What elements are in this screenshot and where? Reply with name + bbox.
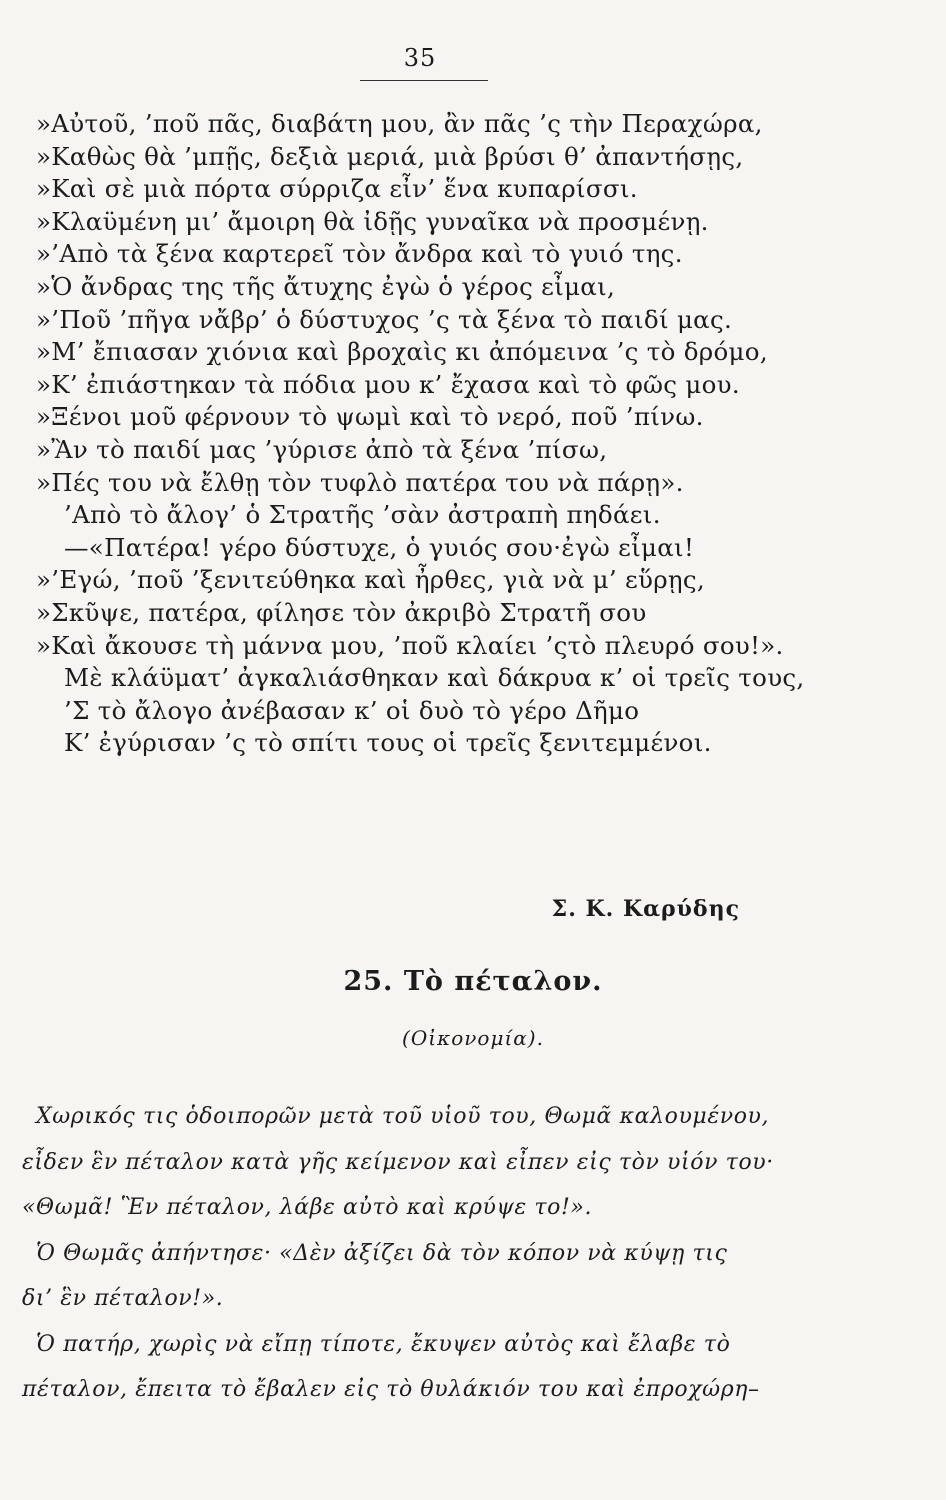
- prose-line: πέταλον, ἔπειτα τὸ ἔβαλεν εἰς τὸ θυλάκιόν του καὶ ἐπροχώρη–: [22, 1377, 760, 1402]
- poem-line: Κ’ ἐγύρισαν ’ς τὸ σπίτι τους οἱ τρεῖς ξενιτεμμένοι.: [64, 728, 712, 758]
- poem-line: ’Σ τὸ ἄλογο ἀνέβασαν κ’ οἱ δυὸ τὸ γέρο Δῆμο: [64, 695, 640, 725]
- poem-line: »Πές του νὰ ἔλθῃ τὸν τυφλὸ πατέρα του νὰ πάρῃ».: [36, 467, 684, 497]
- poem-line: »Σκῦψε, πατέρα, φίλησε τὸν ἀκριβὸ Στρατῆ σου: [36, 597, 647, 627]
- poem-line: »Καθὼς θὰ ’μπῇς, δεξιὰ μεριά, μιὰ βρύσι θ’ ἀπαντήσῃς,: [36, 141, 744, 171]
- poem-line: »’Ποῦ ’πῆγα νἄβρ’ ὁ δύστυχος ’ς τὰ ξένα τὸ παιδί μας.: [36, 304, 733, 334]
- prose-line: Ὁ πατήρ, χωρὶς νὰ εἴπῃ τίποτε, ἔκυψεν αὐτὸς καὶ ἔλαβε τὸ: [36, 1331, 731, 1357]
- poem-line: »’Εγώ, ’ποῦ ’ξενιτεύθηκα καὶ ἦρθες, γιὰ νὰ μ’ εὕρῃς,: [36, 565, 706, 595]
- poem-line: »Ξένοι μοῦ φέρνουν τὸ ψωμὶ καὶ τὸ νερό, ποῦ ’πίνω.: [36, 402, 704, 432]
- poem-line: »Καὶ σὲ μιὰ πόρτα σύρριζα εἶν’ ἕνα κυπαρίσσι.: [36, 174, 638, 204]
- poem-line: »’Απὸ τὰ ξένα καρτερεῖ τὸν ἄνδρα καὶ τὸ γυιό της.: [36, 239, 683, 269]
- poem-line: »Ἂν τὸ παιδί μας ’γύρισε ἀπὸ τὰ ξένα ’πίσω,: [36, 434, 608, 464]
- poem-line: »Ὁ ἄνδρας της τῆς ἄτυχης ἐγὼ ὁ γέρος εἶμαι,: [36, 271, 616, 301]
- section-subtitle: (Οἰκονομία).: [402, 1026, 544, 1050]
- poem-line: ’Απὸ τὸ ἄλογ’ ὁ Στρατῆς ’σὰν ἀστραπὴ πηδάει.: [64, 500, 661, 530]
- poem-text: [36, 108, 816, 760]
- prose-line: Χωρικός τις ὁδοιπορῶν μετὰ τοῦ υἱοῦ του, Θωμᾶ καλουμένου,: [36, 1104, 770, 1129]
- poem-line: —«Πατέρα! γέρο δύστυχε, ὁ γυιός σου·ἐγὼ εἶμαι!: [64, 532, 695, 562]
- prose-text: [22, 1094, 812, 1413]
- page-number: 35: [403, 44, 437, 72]
- poem-line: »Κ’ ἐπιάστηκαν τὰ πόδια μου κ’ ἔχασα καὶ τὸ φῶς μου.: [36, 369, 740, 399]
- poem-line: »Αὐτοῦ, ’ποῦ πᾶς, διαβάτη μου, ἂν πᾶς ’ς τὴν Περαχώρα,: [36, 109, 763, 138]
- poem-line: »Κλαϋμένη μι’ ἄμοιρη θὰ ἰδῇς γυναῖκα νὰ προσμένῃ.: [36, 206, 709, 236]
- header-rule: [360, 80, 488, 81]
- section-title: 25. Τὸ πέταλον.: [343, 966, 603, 997]
- poem-author: Σ. Κ. Καρύδης: [551, 896, 740, 922]
- prose-line: εἶδεν ἓν πέταλον κατὰ γῆς κείμενον καὶ εἶπεν εἰς τὸν υἱόν του·: [22, 1149, 774, 1175]
- poem-line: Μὲ κλάϋματ’ ἀγκαλιάσθηκαν καὶ δάκρυα κ’ οἱ τρεῖς τους,: [64, 663, 805, 693]
- poem-line: »Καὶ ἄκουσε τὴ μάννα μου, ’ποῦ κλαίει ’ςτὸ πλευρό σου!».: [36, 630, 784, 660]
- prose-line: «Θωμᾶ! Ἓν πέταλον, λάβε αὐτὸ καὶ κρύψε το!».: [22, 1195, 593, 1220]
- poem-line: »Μ’ ἔπιασαν χιόνια καὶ βροχαὶς κι ἀπόμεινα ’ς τὸ δρόμο,: [36, 337, 768, 367]
- prose-line: Ὁ Θωμᾶς ἀπήντησε· «Δὲν ἀξίζει δὰ τὸν κόπον νὰ κύψῃ τις: [36, 1240, 728, 1266]
- prose-line: δι’ ἓν πέταλον!».: [22, 1286, 224, 1311]
